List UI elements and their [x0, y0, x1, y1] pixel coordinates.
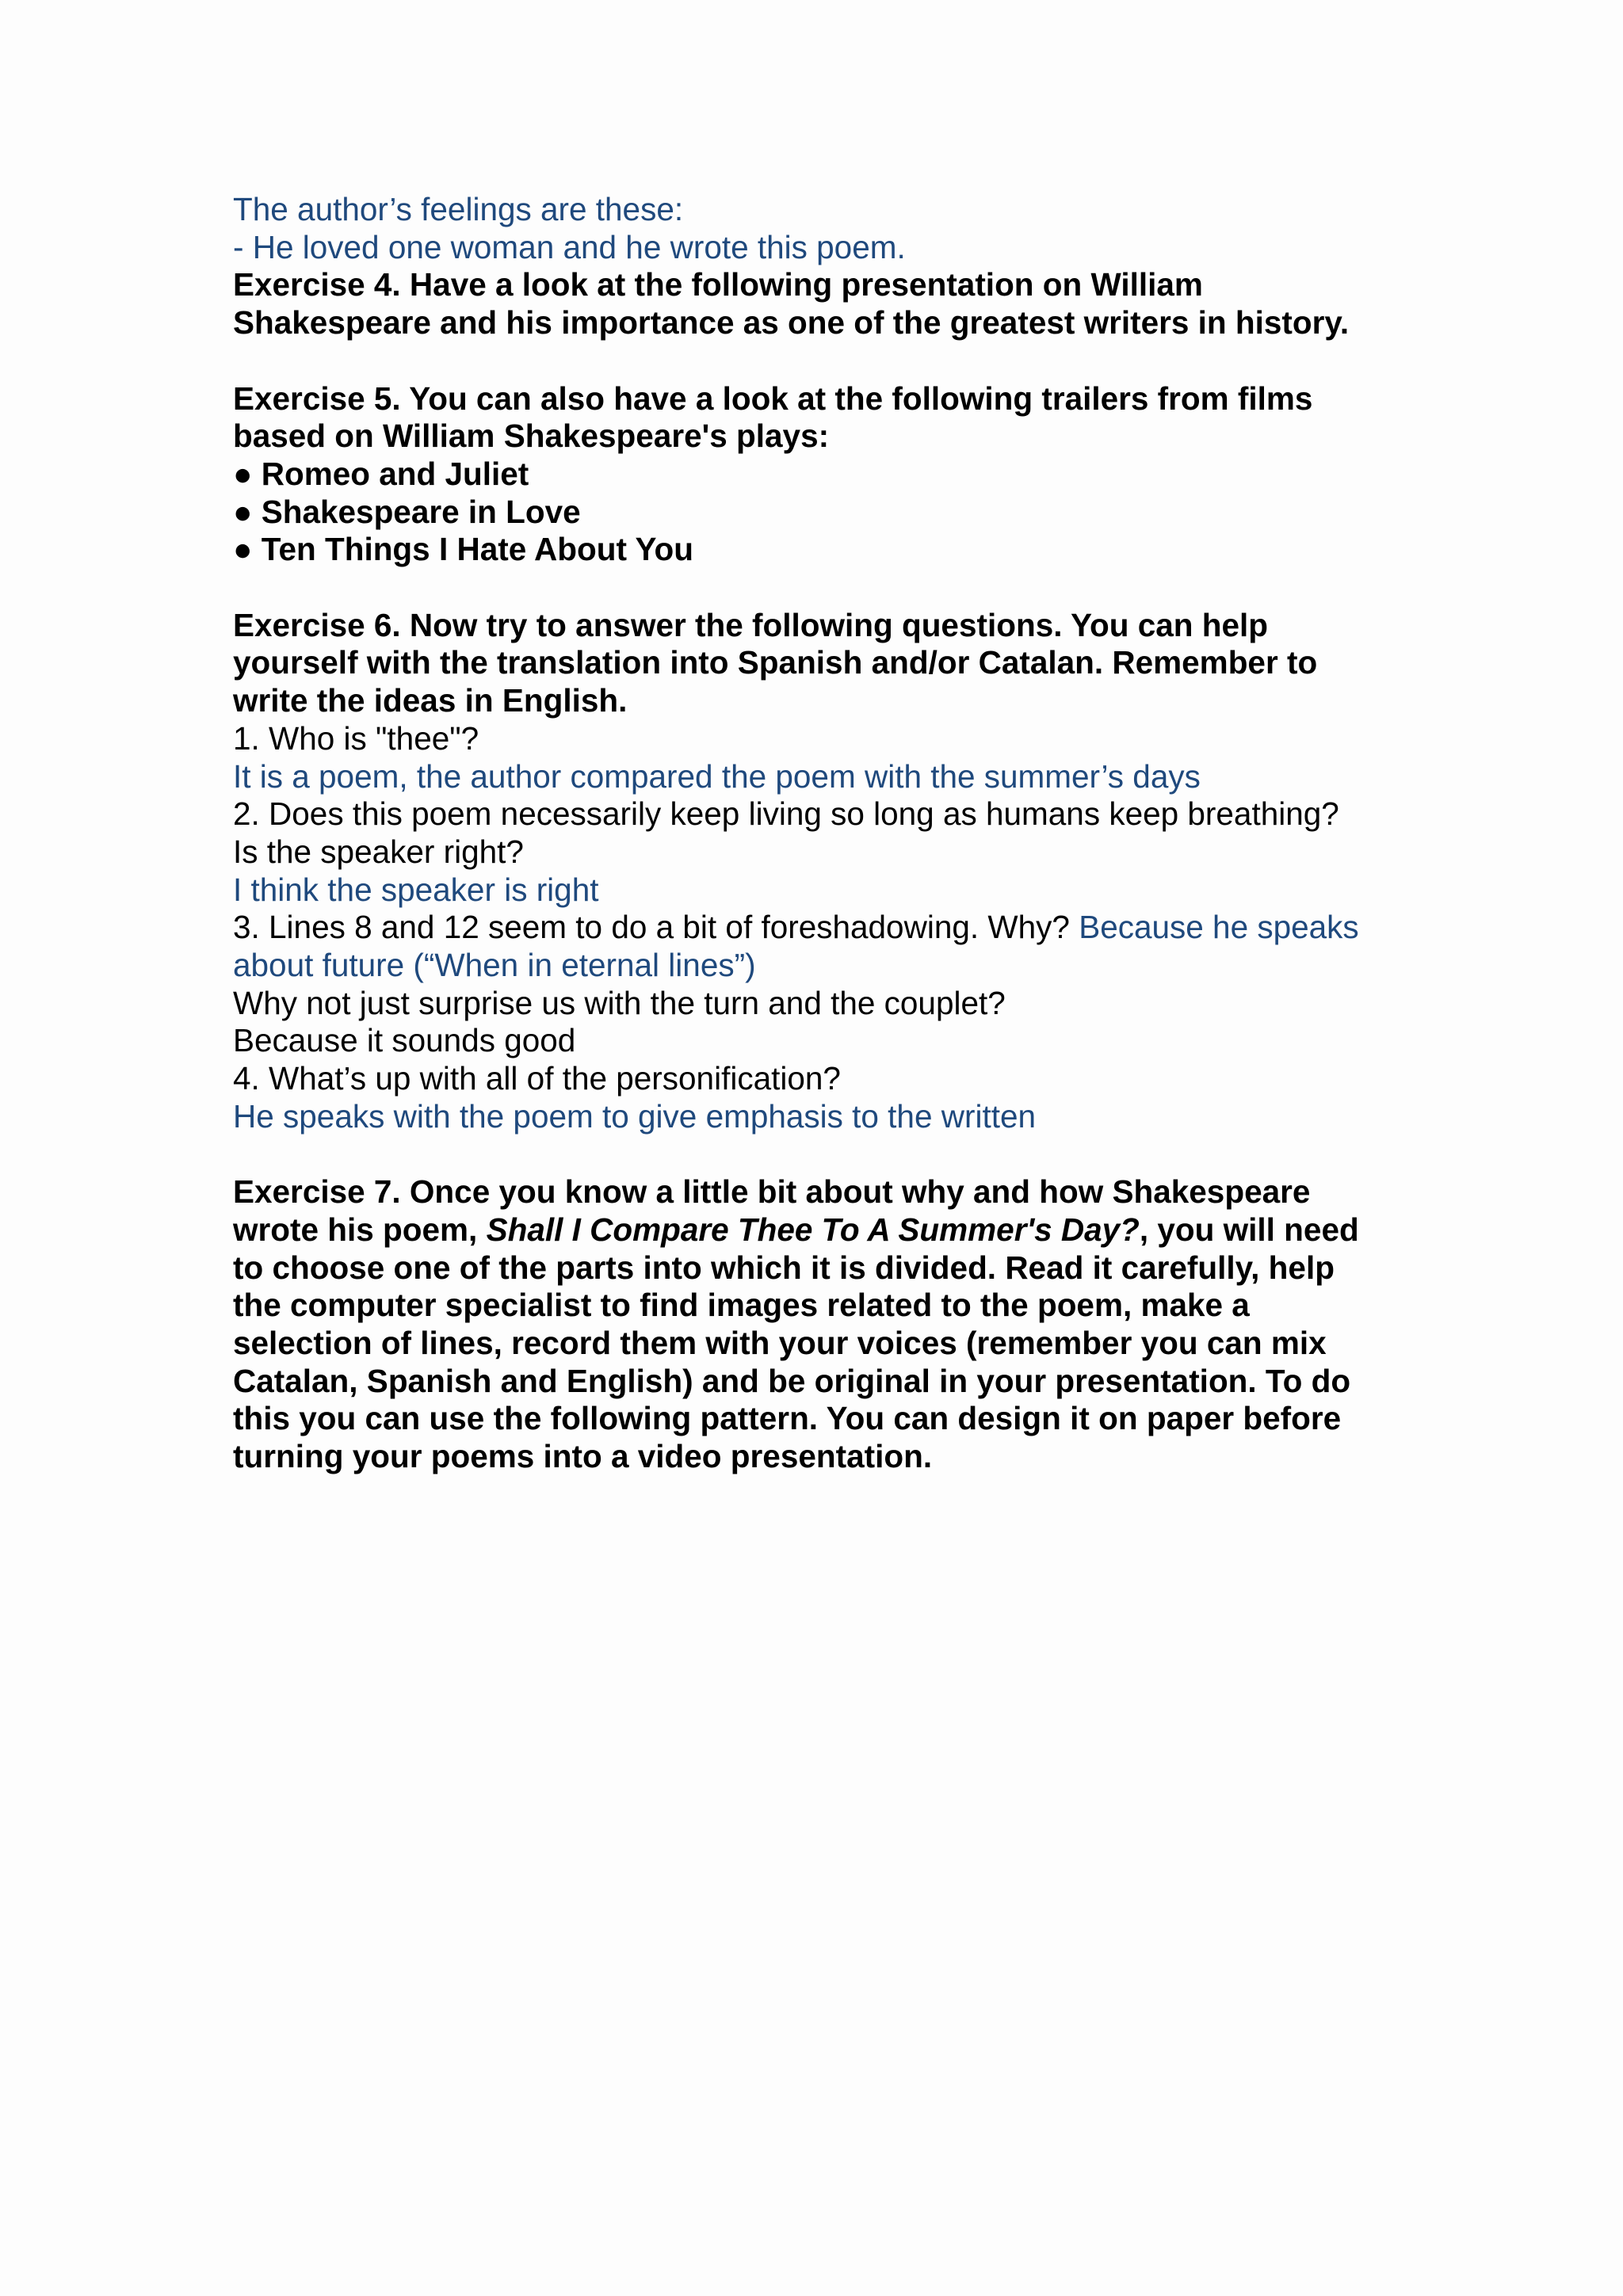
- answer-1: It is a poem, the author compared the poem with the summer’s days: [233, 757, 1201, 795]
- question-3: 3. Lines 8 and 12 seem to do a bit of foreshadowing. Why?: [233, 909, 1070, 946]
- poem-title: Shall I Compare Thee To A Summer's Day?: [486, 1211, 1140, 1248]
- exercise-7-line-7: this you can use the following pattern. You can design it on paper before: [233, 1400, 1342, 1437]
- film-list-item: ● Shakespeare in Love: [233, 493, 581, 530]
- exercise-6-line-1: Exercise 6. Now try to answer the following questions. You can help: [233, 606, 1269, 643]
- question-2-line-1: 2. Does this poem necessarily keep living so long as humans keep breathing?: [233, 795, 1339, 833]
- exercise-4-line-2: Shakespeare and his importance as one of the greatest writers in history.: [233, 304, 1350, 341]
- question-1: 1. Who is "thee"?: [233, 719, 479, 757]
- exercise-7-line-1: Exercise 7. Once you know a little bit about why and how Shakespeare: [233, 1173, 1311, 1211]
- spacer: [233, 569, 1406, 607]
- exercise-7-line-4: the computer specialist to find images related to the poem, make a: [233, 1287, 1250, 1324]
- intro-line-2: - He loved one woman and he wrote this poem.: [233, 228, 906, 265]
- question-3-line: [233, 909, 1406, 947]
- question-3-followup: Why not just surprise us with the turn and the couplet?: [233, 984, 1006, 1021]
- answer-4: He speaks with the poem to give emphasis to the written: [233, 1097, 1037, 1135]
- exercise-7-line-8: turning your poems into a video presentation.: [233, 1438, 933, 1475]
- exercise-7-line-2-post: , you will need: [1139, 1211, 1359, 1248]
- exercise-7-line-2-pre: wrote his poem,: [233, 1211, 487, 1248]
- question-4: 4. What’s up with all of the personification?: [233, 1060, 841, 1097]
- exercise-5-line-2: based on William Shakespeare's plays:: [233, 418, 830, 455]
- spacer: [233, 342, 1406, 380]
- question-2-line-2: Is the speaker right?: [233, 833, 524, 870]
- exercise-5-line-1: Exercise 5. You can also have a look at the following trailers from films: [233, 379, 1313, 417]
- exercise-7-line-3: to choose one of the parts into which it is divided. Read it carefully, help: [233, 1249, 1335, 1286]
- answer-3-followup: Because it sounds good: [233, 1022, 576, 1059]
- film-list-item: ● Ten Things I Hate About You: [233, 531, 693, 568]
- exercise-7-line-5: selection of lines, record them with your voices (remember you can mix: [233, 1325, 1327, 1362]
- spacer: [233, 1136, 1406, 1174]
- exercise-6-line-3: write the ideas in English.: [233, 682, 628, 719]
- film-list-item: ● Romeo and Juliet: [233, 455, 529, 492]
- exercise-7-line-2: [233, 1211, 1406, 1249]
- exercise-7-line-6: Catalan, Spanish and English) and be original in your presentation. To do: [233, 1362, 1351, 1399]
- answer-3-part-2: about future (“When in eternal lines”): [233, 947, 756, 984]
- answer-2: I think the speaker is right: [233, 871, 599, 908]
- answer-3-part-1: Because he speaks: [1079, 909, 1359, 946]
- document-page: [233, 191, 1406, 1476]
- intro-line-1: The author’s feelings are these:: [233, 191, 684, 227]
- exercise-6-line-2: yourself with the translation into Spanish and/or Catalan. Remember to: [233, 644, 1318, 681]
- exercise-4-line-1: Exercise 4. Have a look at the following presentation on William: [233, 266, 1203, 303]
